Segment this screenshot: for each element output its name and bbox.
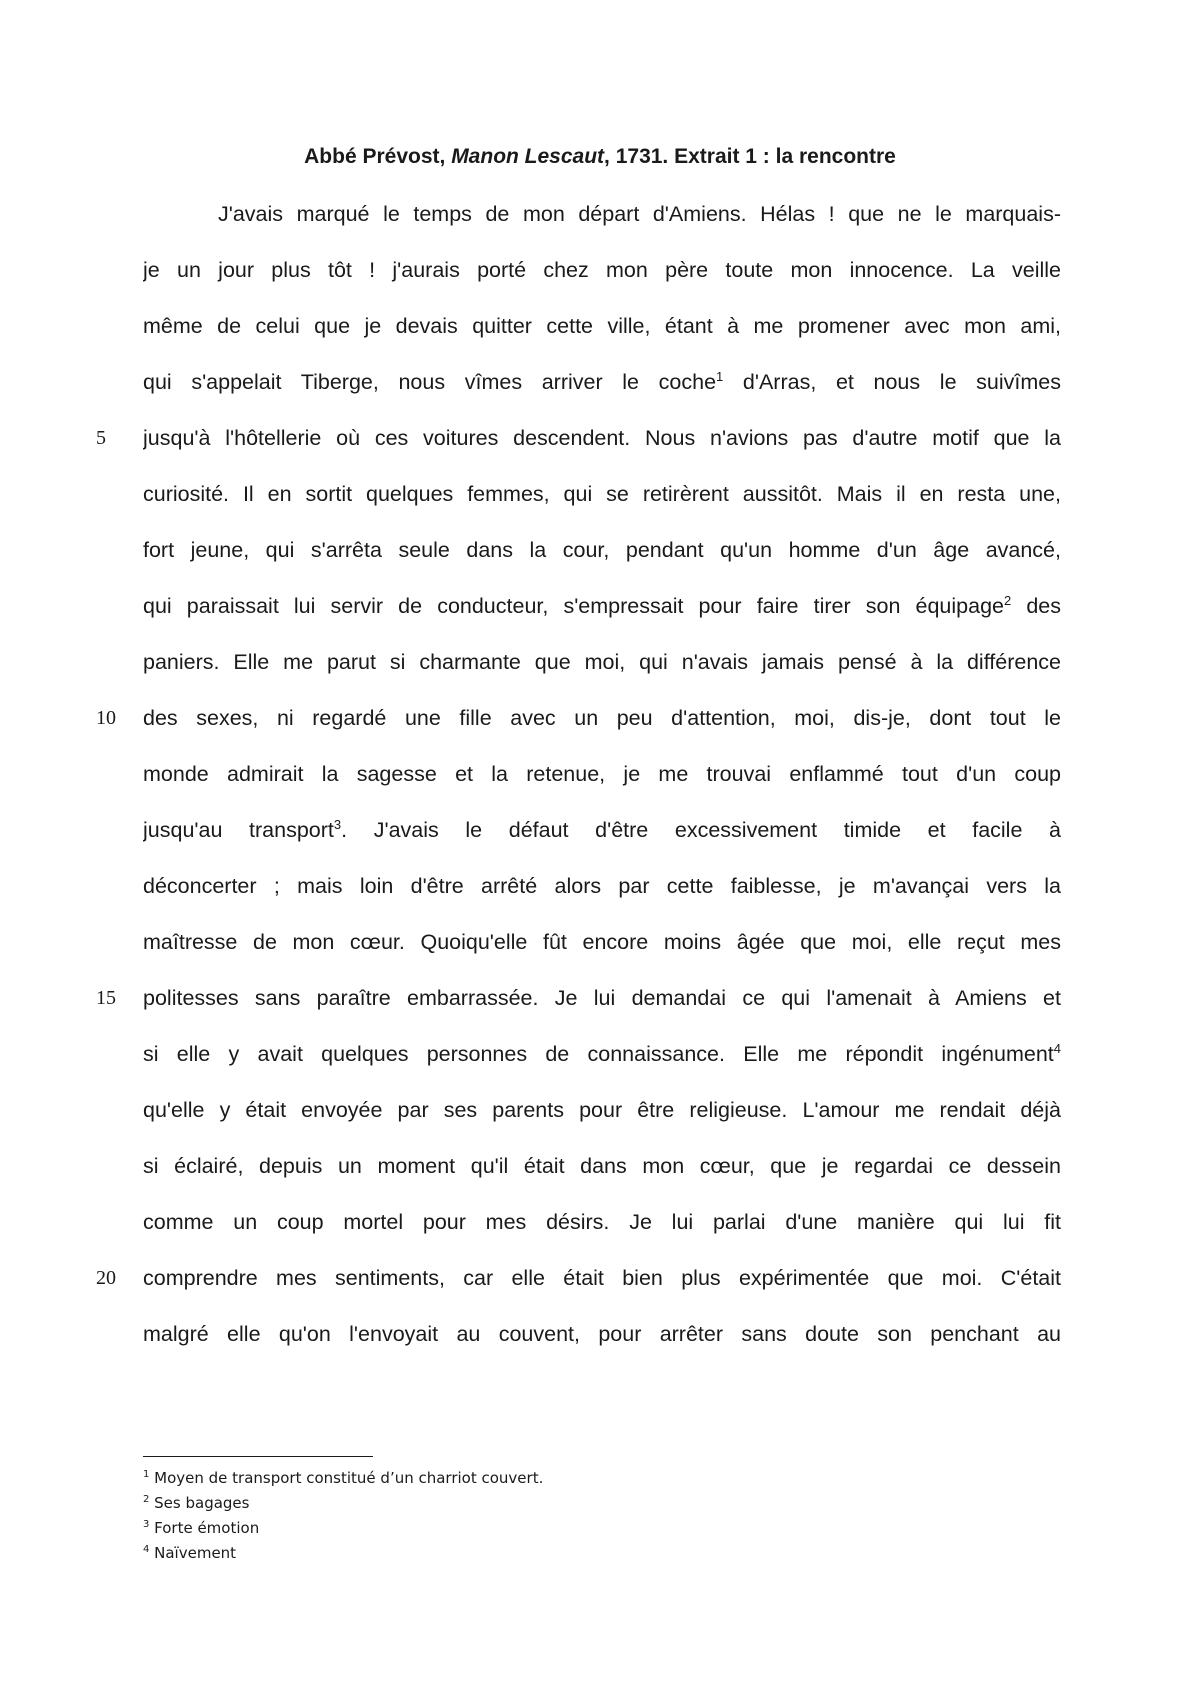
text-line: fort jeune, qui s'arrêta seule dans la cour, pendant qu'un homme d'un âge avancé, xyxy=(143,538,1061,562)
text-line: comprendre mes sentiments, car elle était bien plus expérimentée que moi. C'était xyxy=(143,1266,1061,1290)
footnote-separator xyxy=(143,1456,373,1457)
text-line: politesses sans paraître embarrassée. Je lui demandai ce qui l'amenait à Amiens et xyxy=(143,986,1061,1010)
footnote xyxy=(143,1516,543,1541)
text-line: je un jour plus tôt ! j'aurais porté chez mon père toute mon innocence. La veille xyxy=(143,258,1061,282)
text-segment: qui paraissait lui servir de conducteur, s'empressait pour faire tirer son équipage xyxy=(143,594,1004,618)
footnote-number: 4 xyxy=(143,1544,150,1555)
footnote-text: Forte émotion xyxy=(149,1519,260,1537)
footnote-ref: 4 xyxy=(1053,1040,1061,1056)
text-line xyxy=(143,368,1061,424)
footnote-text: Naïvement xyxy=(149,1544,237,1562)
title-rest: , 1731. Extrait 1 : la rencontre xyxy=(604,145,896,168)
text-line: paniers. Elle me parut si charmante que moi, qui n'avais jamais pensé à la différence xyxy=(143,650,1061,674)
title-work: Manon Lescaut xyxy=(451,145,605,168)
text-body xyxy=(143,200,1061,1376)
text-line xyxy=(143,1040,1061,1096)
text-segment: qui s'appelait Tiberge, nous vîmes arriver le coche xyxy=(143,370,717,394)
text-line: malgré elle qu'on l'envoyait au couvent, pour arrêter sans doute son penchant au xyxy=(143,1322,1061,1346)
line-number: 15 xyxy=(96,987,116,1009)
text-line: maîtresse de mon cœur. Quoiqu'elle fût encore moins âgée que moi, elle reçut mes xyxy=(143,930,1061,954)
text-line: qu'elle y était envoyée par ses parents pour être religieuse. L'amour me rendait déjà xyxy=(143,1098,1061,1122)
text-segment: d'Arras, et nous le suivîmes xyxy=(723,370,1061,394)
text-line: comme un coup mortel pour mes désirs. Je lui parlai d'une manière qui lui fit xyxy=(143,1210,1061,1234)
text-line: monde admirait la sagesse et la retenue, je me trouvai enflammé tout d'un coup xyxy=(143,762,1061,786)
text-line: si éclairé, depuis un moment qu'il était dans mon cœur, que je regardai ce dessein xyxy=(143,1154,1061,1178)
footnote xyxy=(143,1541,543,1566)
text-line xyxy=(143,816,1061,872)
footnote-number: 2 xyxy=(143,1494,150,1505)
text-segment: si elle y avait quelques personnes de connaissance. Elle me répondit ingénument xyxy=(143,1042,1054,1066)
text-line: jusqu'à l'hôtellerie où ces voitures descendent. Nous n'avions pas d'autre motif que la xyxy=(143,426,1061,450)
text-line: même de celui que je devais quitter cette ville, étant à me promener avec mon ami, xyxy=(143,314,1061,338)
line-number: 10 xyxy=(96,707,116,729)
title-author: Abbé Prévost, xyxy=(304,145,452,168)
footnote xyxy=(143,1491,543,1516)
text-segment: . J'avais le défaut d'être excessivement timide et facile à xyxy=(341,818,1061,842)
footnote-ref: 1 xyxy=(716,368,724,384)
text-segment: des xyxy=(1011,594,1061,618)
line-number: 20 xyxy=(96,1267,116,1289)
text-line: des sexes, ni regardé une fille avec un peu d'attention, moi, dis-je, dont tout le xyxy=(143,706,1061,730)
footnotes xyxy=(143,1466,543,1566)
text-line: curiosité. Il en sortit quelques femmes, qui se retirèrent aussitôt. Mais il en resta une, xyxy=(143,482,1061,506)
text-segment: jusqu'au transport xyxy=(143,818,334,842)
line-number: 5 xyxy=(96,427,106,449)
footnote-ref: 3 xyxy=(333,816,342,832)
text-line xyxy=(143,592,1061,648)
footnote-text: Ses bagages xyxy=(149,1494,250,1512)
page-title xyxy=(0,143,1200,171)
footnote-text: Moyen de transport constitué d’un charriot couvert. xyxy=(149,1469,544,1487)
text-line: J'avais marqué le temps de mon départ d'Amiens. Hélas ! que ne le marquais- xyxy=(218,202,1061,226)
text-line: déconcerter ; mais loin d'être arrêté alors par cette faiblesse, je m'avançai vers la xyxy=(143,874,1061,898)
footnote-ref: 2 xyxy=(1004,592,1012,608)
footnote-number: 3 xyxy=(143,1519,150,1530)
footnote-number: 1 xyxy=(143,1469,150,1480)
footnote xyxy=(143,1466,543,1491)
